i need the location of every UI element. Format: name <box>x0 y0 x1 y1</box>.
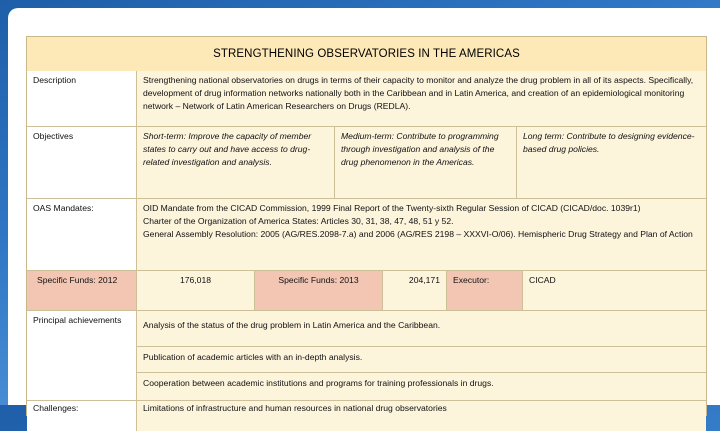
executor-value: CICAD <box>523 271 706 310</box>
objectives-row <box>27 127 706 199</box>
mandates-row <box>27 199 706 271</box>
achievement-item-3: Cooperation between academic institutions and programs for training professionals in drugs. <box>137 373 706 400</box>
description-row <box>27 71 706 127</box>
mandate-line-2: Charter of the Organization of America States: Articles 30, 31, 38, 47, 48, 51 y 52. <box>143 216 454 227</box>
funds-2012-label: Specific Funds: 2012 <box>27 271 137 310</box>
slide <box>8 8 720 413</box>
challenges-text: Limitations of infrastructure and human resources in national drug observatories <box>137 401 706 431</box>
achievements-label-spacer-2 <box>27 373 137 400</box>
achievement-item-2: Publication of academic articles with an in-depth analysis. <box>137 347 706 373</box>
challenges-row <box>27 401 706 431</box>
objective-medium-term: Medium-term: Contribute to programming through investigation and analysis of the drug phenomenon in the Americas. <box>335 127 517 198</box>
achievement-item-1: Analysis of the status of the drug problem in Latin America and the Caribbean. <box>137 311 706 347</box>
mandate-line-1: OID Mandate from the CICAD Commission, 1999 Final Report of the Twenty-sixth Regular Session of CICAD (CICAD/doc. 1039r1) <box>143 203 641 213</box>
achievements-label-spacer <box>27 347 137 373</box>
achievement-row-1 <box>27 311 706 347</box>
achievements-label: Principal achievements <box>27 311 137 347</box>
funds-2013-label: Specific Funds: 2013 <box>255 271 383 310</box>
mandate-line-3: General Assembly Resolution: 2005 (AG/RES.2098-7.a) and 2006 (AG/RES 2198 – XXXVI-O/06). Hemispheric Drug Strategy and Plan of Action <box>143 229 693 240</box>
description-label: Description <box>27 71 137 126</box>
challenges-label: Challenges: <box>27 401 137 431</box>
funds-2013-value: 204,171 <box>383 271 447 310</box>
mandates-label: OAS Mandates: <box>27 199 137 270</box>
objectives-label: Objectives <box>27 127 137 198</box>
achievement-row-3 <box>27 373 706 401</box>
mandates-text <box>137 199 706 270</box>
description-text: Strengthening national observatories on drugs in terms of their capacity to monitor and analyze the drug problem in all of its aspects. Specifically, development of drug information networks nationally both in the Caribbean and in Latin America, and creation of an epidemiological monitoring network – Network of Latin American Researchers on Drugs (REDLA). <box>137 71 706 126</box>
executor-label: Executor: <box>447 271 523 310</box>
observatories-table <box>26 36 707 416</box>
objective-short-term: Short-term: Improve the capacity of member states to carry out and have access to drug-related investigation and analysis. <box>137 127 335 198</box>
funds-2012-value: 176,018 <box>137 271 255 310</box>
objective-long-term: Long term: Contribute to designing evidence-based drug policies. <box>517 127 706 198</box>
table-title: STRENGTHENING OBSERVATORIES IN THE AMERICAS <box>27 37 706 72</box>
achievement-row-2 <box>27 347 706 373</box>
funds-row <box>27 271 706 311</box>
